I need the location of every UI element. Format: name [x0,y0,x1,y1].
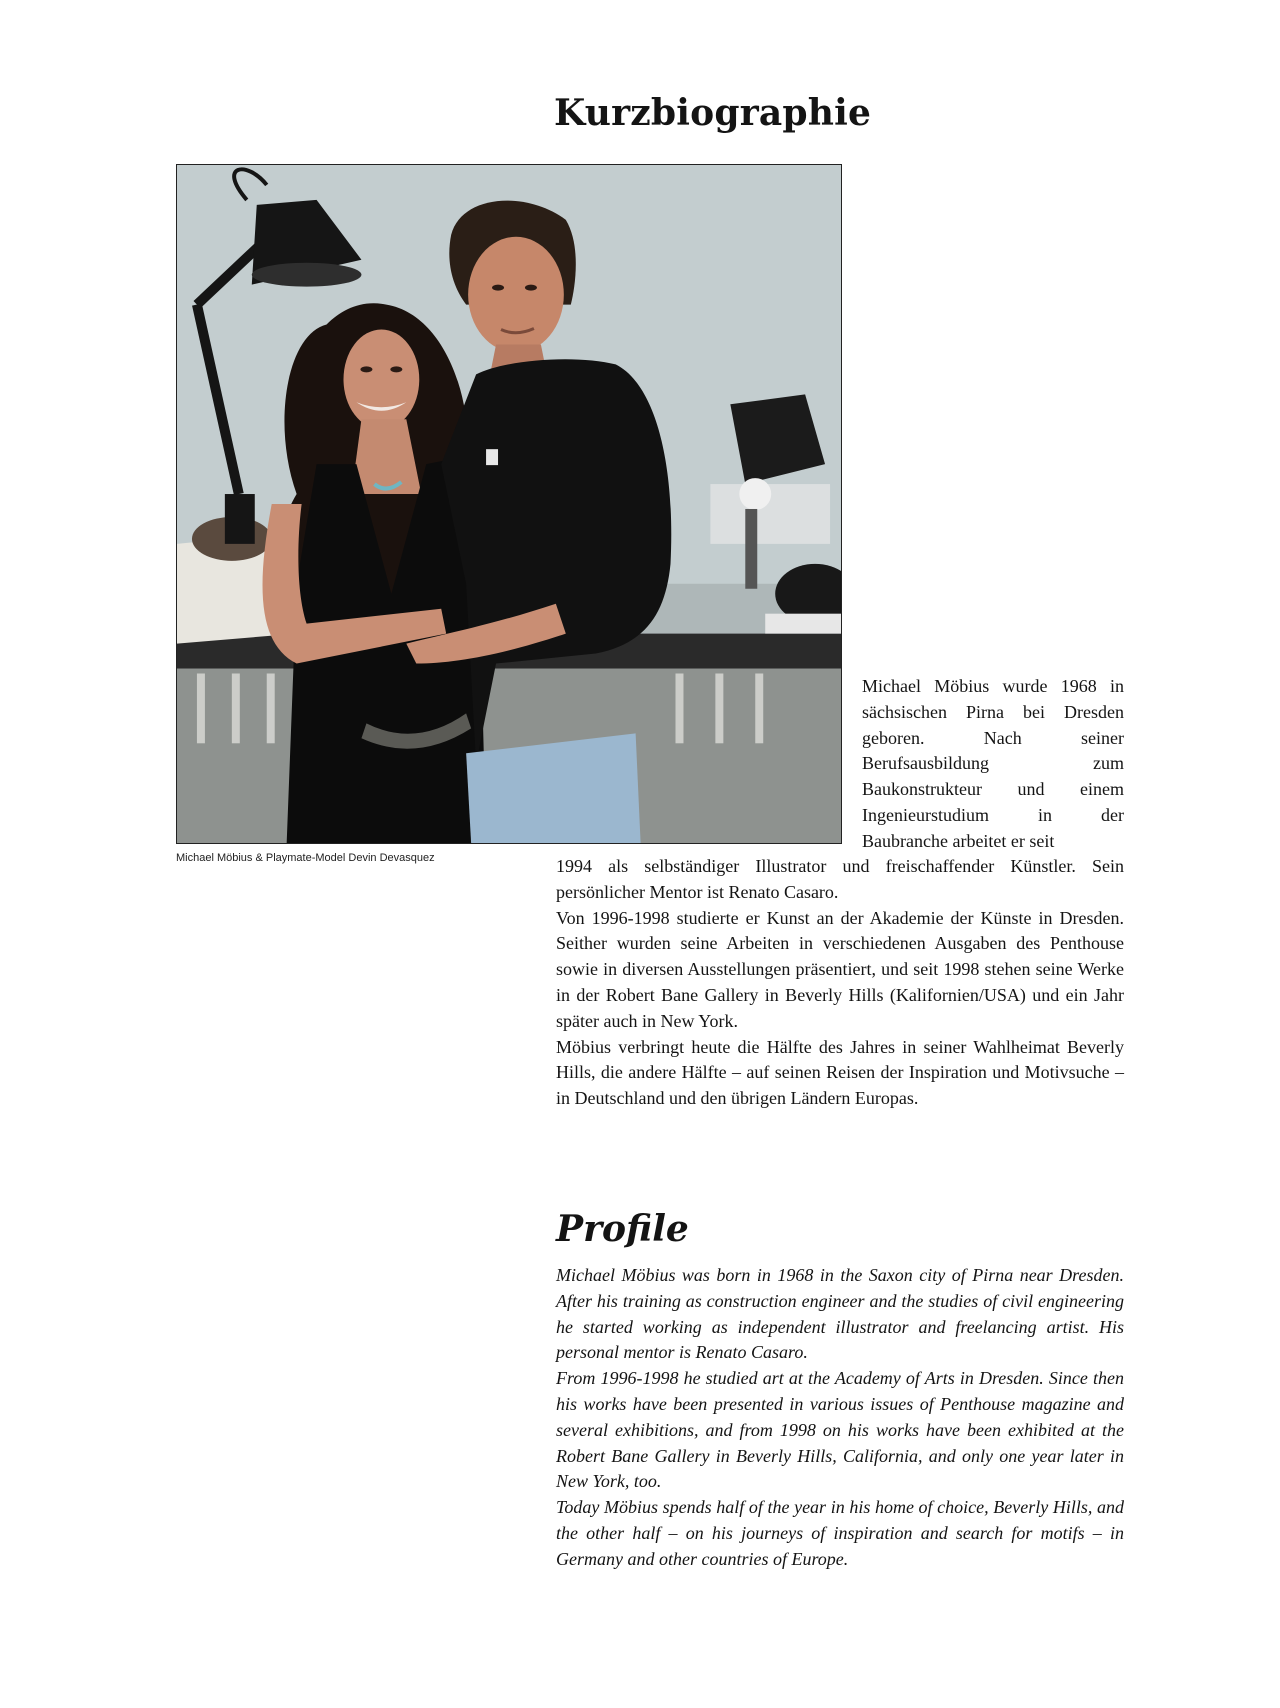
photo-caption: Michael Möbius & Playmate-Model Devin Devasquez [176,852,435,864]
german-bio-paragraph: Möbius verbringt heute die Hälfte des Jahres in seiner Wahlheimat Beverly Hills, die andere Hälfte – auf seinen Reisen der Inspiration und Motivsuche – in Deutschland und den übrigen Ländern Europas. [556,1036,1124,1109]
woman-figure [263,303,487,843]
portrait-photo [176,164,842,844]
page-title: Kurzbiographie [554,92,872,134]
portrait-illustration [177,165,841,843]
german-bio-paragraph: 1994 als selbständiger Illustrator und freischaffender Künstler. Sein persönlicher Mentor ist Renato Casaro. [556,856,1124,902]
german-bio-body [556,854,1124,1112]
profile-heading: Profile [556,1208,689,1250]
english-profile-paragraph: Michael Möbius was born in 1968 in the Saxon city of Pirna near Dresden. After his training as construction engineer and the studies of civil engineering he started working as independent illustrator and freelancing artist. His personal mentor is Renato Casaro. [556,1265,1124,1363]
german-bio-intro [862,674,1124,855]
english-profile-paragraph: From 1996-1998 he studied art at the Academy of Arts in Dresden. Since then his works have been presented in various issues of Penthouse magazine and several exhibitions, and from 1998 on his works have been exhibited at the Robert Bane Gallery in Beverly Hills, California, and only one year later in New York, too. [556,1368,1124,1492]
german-bio-intro-text: Michael Möbius wurde 1968 in sächsischen Pirna bei Dresden geboren. Nach seiner Berufsausbildung zum Baukonstrukteur und einem Ingenieurstudium in der Baubranche arbeitet er seit [862,676,1124,851]
english-profile [556,1263,1124,1573]
german-bio-paragraph: Von 1996-1998 studierte er Kunst an der Akademie der Künste in Dresden. Seither wurden seine Arbeiten in verschiedenen Ausgaben des Penthouse sowie in diversen Ausstellungen präsentiert, und seit 1998 stehen seine Werke in der Robert Bane Gallery in Beverly Hills (Kalifornien/USA) und ein Jahr später auch in New York. [556,907,1124,1031]
english-profile-paragraph: Today Möbius spends half of the year in his home of choice, Beverly Hills, and the other half – on his journeys of inspiration and search for motifs – in Germany and other countries of Europe. [556,1497,1124,1569]
